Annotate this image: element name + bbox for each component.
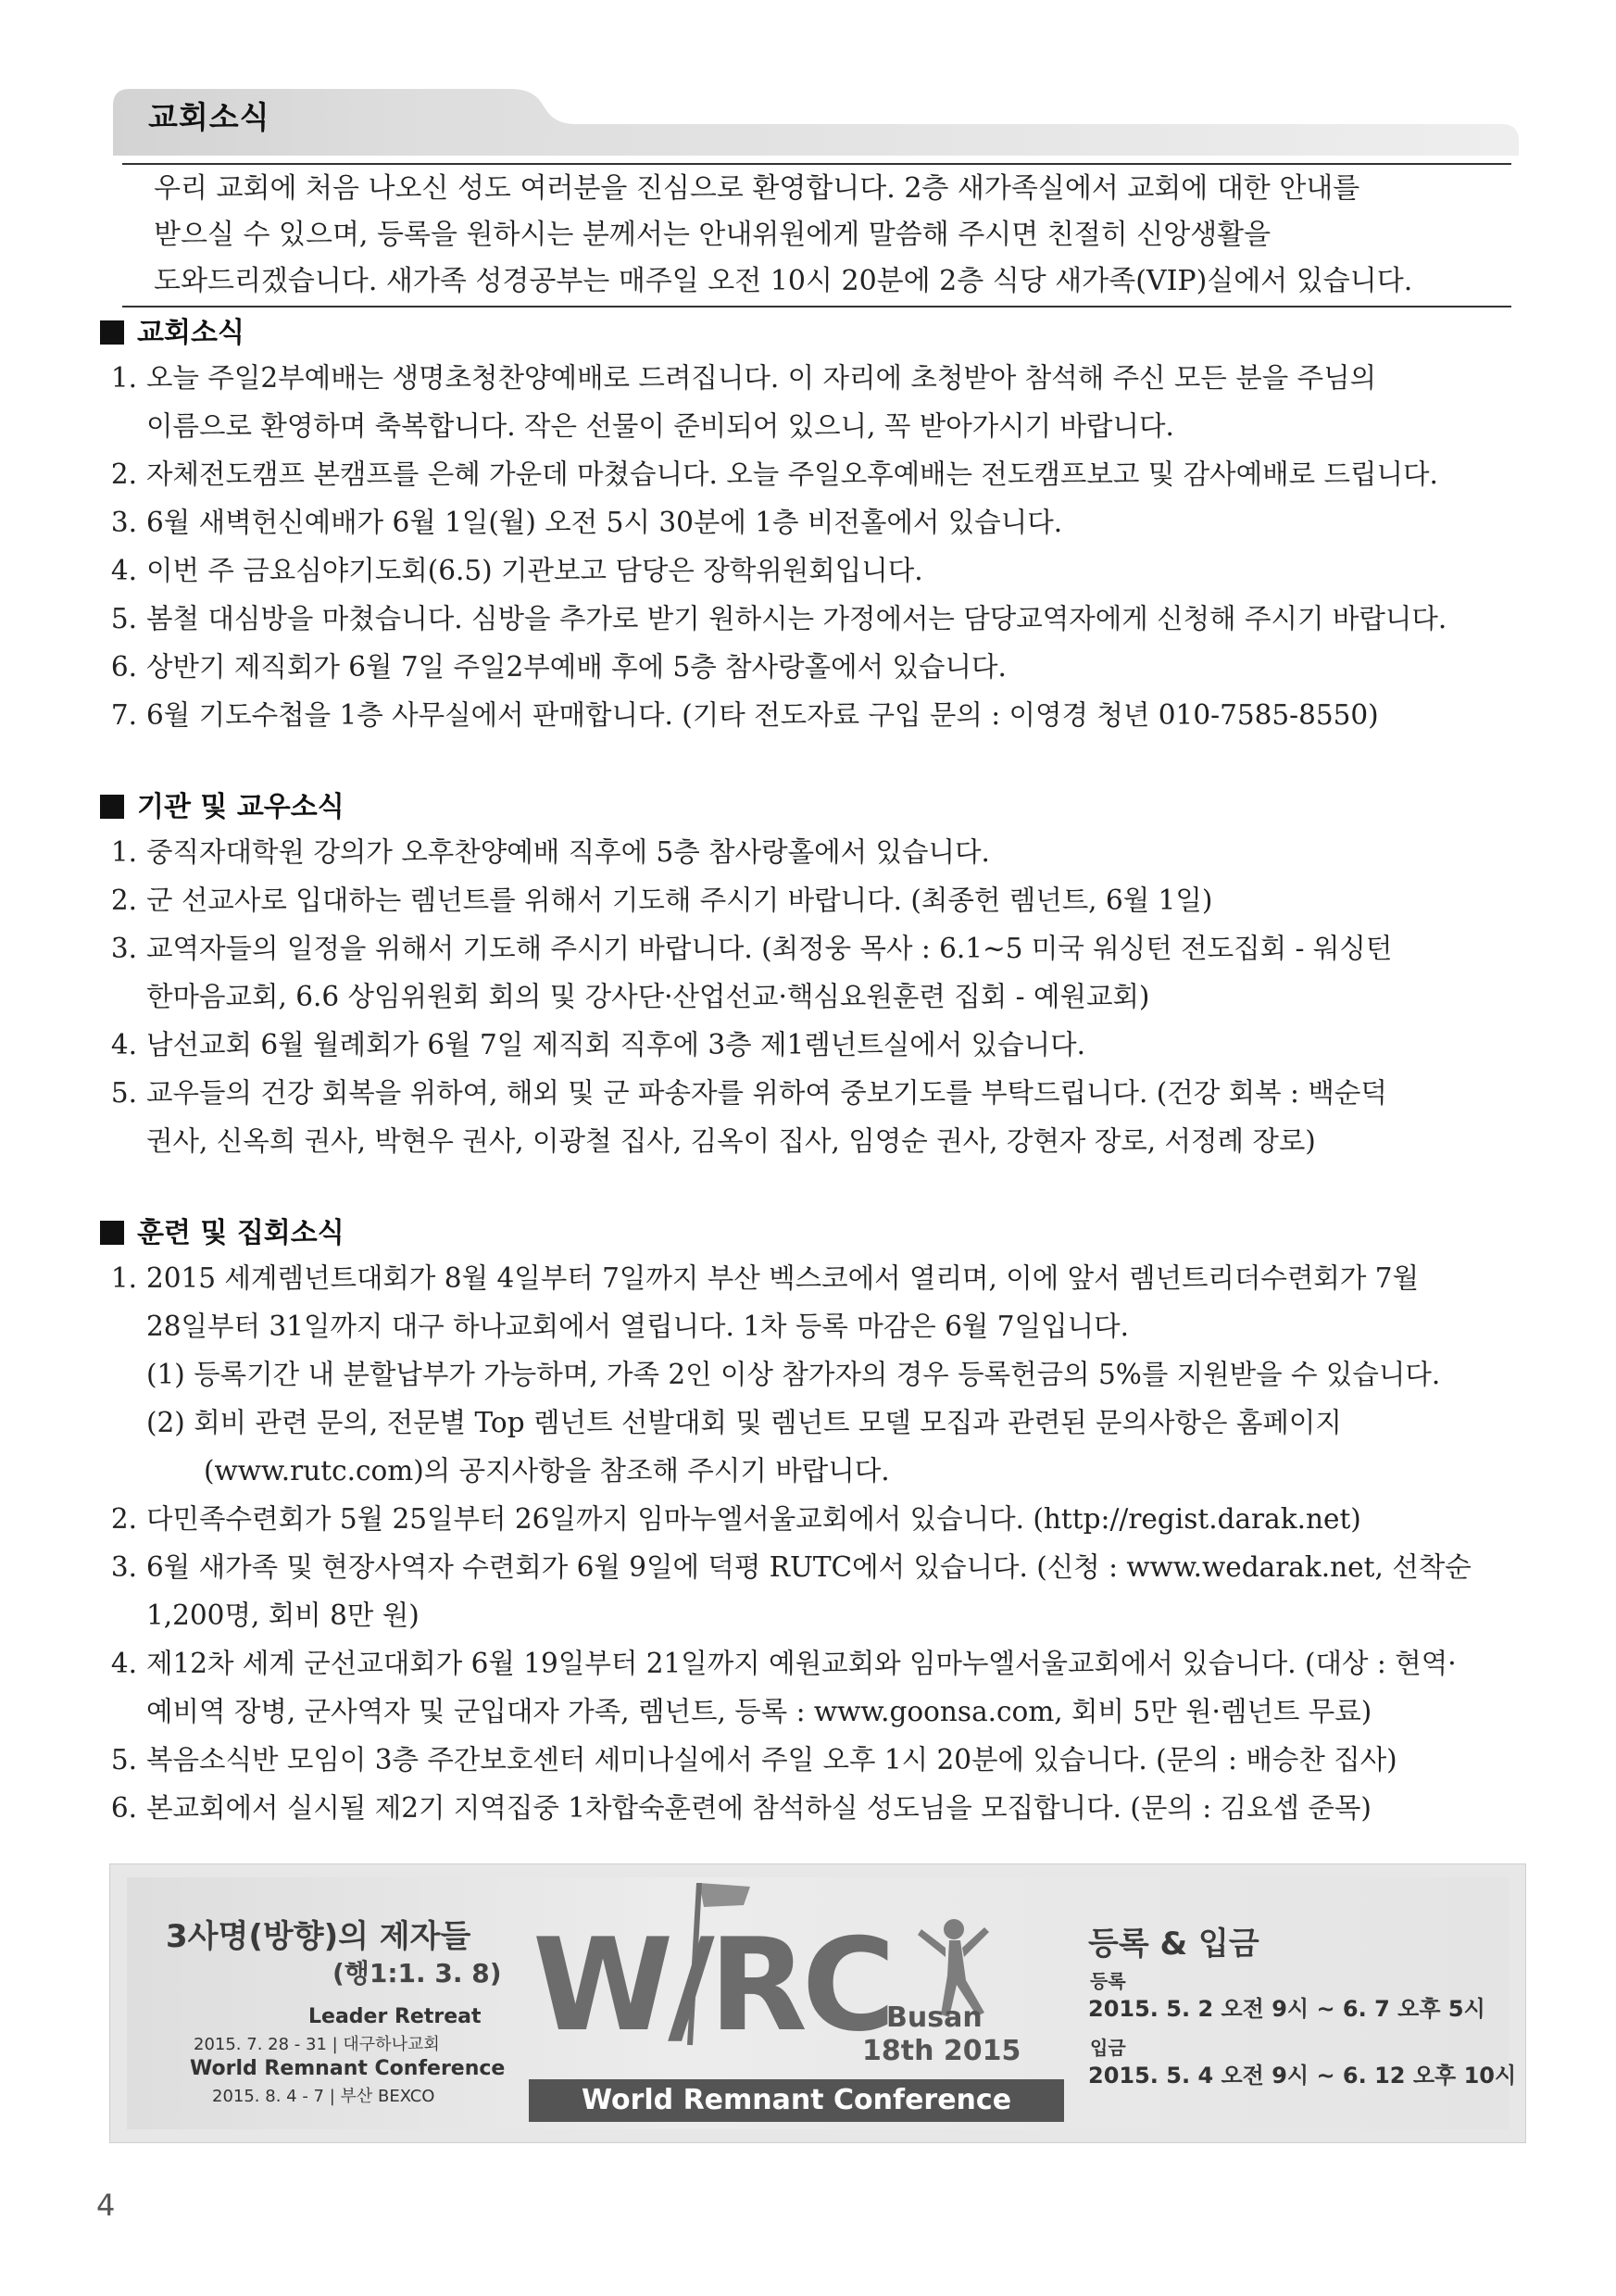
conference-banner [109,1863,1526,2143]
list-item: 4. 이번 주 금요심야기도회(6.5) 기관보고 담당은 장학위원회입니다. [110,555,923,586]
list-item-continuation: 권사, 신옥희 권사, 박현우 권사, 이광철 집사, 김옥이 집사, 임영순 권사, 강현자 장로, 서정례 장로) [146,1125,1316,1157]
event1-detail: 2015. 7. 28 - 31 | 대구하나교회 [194,2035,440,2054]
square-bullet-icon [100,320,124,345]
list-item: 2. 자체전도캠프 본캠프를 은혜 가운데 마쳤습니다. 오늘 주일오후예배는 전도캠프보고 및 감사예배로 드립니다. [110,458,1438,490]
list-item: 6. 상반기 제직회가 6월 7일 주일2부예배 후에 5층 참사랑홀에서 있습니다. [110,651,1007,683]
list-item: 5. 복음소식반 모임이 3층 주간보호센터 세미나실에서 주일 오후 1시 20분에 있습니다. (문의 : 배승찬 집사) [110,1744,1397,1775]
registration-title: 등록 & 입금 [1088,1926,1259,1963]
list-item-continuation: 1,200명, 회비 8만 원) [146,1600,420,1631]
list-item: 3. 6월 새가족 및 현장사역자 수련회가 6월 9일에 덕평 RUTC에서 있습니다. (신청 : www.wedarak.net, 선착순 [110,1551,1472,1583]
banner-verse: (행1:1. 3. 8) [332,1958,502,1989]
list-item-continuation: 예비역 장병, 군사역자 및 군입대자 가족, 렘넌트, 등록 : www.goonsa.com, 회비 5만 원·렘넌트 무료) [146,1696,1372,1727]
list-item-continuation: 28일부터 31일까지 대구 하나교회에서 열립니다. 1차 등록 마감은 6월 7일입니다. [146,1311,1129,1342]
section-church-news [100,313,1545,739]
logo-edition: 18th 2015 [862,2035,1021,2067]
logo-caption: World Remnant Conference [529,2079,1064,2122]
registration-period: 2015. 5. 2 오전 9시 ~ 6. 7 오후 5시 [1088,1996,1485,2022]
registration-label: 등록 [1090,1970,1126,1992]
section-heading: 기관 및 교우소식 [100,787,1545,828]
section-training-news [100,1213,1545,1832]
list-item: 4. 남선교회 6월 월례회가 6월 7일 제직회 직후에 3층 제1렘넌트실에서 있습니다. [110,1029,1086,1060]
list-item-continuation: 한마음교회, 6.6 상임위원회 회의 및 강사단·산업선교·핵심요원훈련 집회 - 예원교회) [146,981,1150,1012]
list-item: 3. 교역자들의 일정을 위해서 기도해 주시기 바랍니다. (최정웅 목사 : 6.1~5 미국 워싱턴 전도집회 - 워싱턴 [110,933,1393,964]
list-item: 2. 군 선교사로 입대하는 렘넌트를 위해서 기도해 주시기 바랍니다. (최종헌 렘넌트, 6월 1일) [110,885,1213,916]
section-header-bar [113,89,1519,156]
section-member-news [100,787,1545,1165]
list-item: 1. 중직자대학원 강의가 오후찬양예배 직후에 5층 참사랑홀에서 있습니다. [110,836,990,868]
list-item-continuation: 이름으로 환영하며 축복합니다. 작은 선물이 준비되어 있으니, 꼭 받아가시기 바랍니다. [146,410,1174,442]
section-heading: 교회소식 [100,313,1545,354]
section-heading: 훈련 및 집회소식 [100,1213,1545,1254]
welcome-line: 도와드리겠습니다. 새가족 성경공부는 매주일 오전 10시 20분에 2층 식당 새가족(VIP)실에서 있습니다. [154,265,1413,297]
list-item: 7. 6월 기도수첩을 1층 사무실에서 판매합니다. (기타 전도자료 구입 문의 : 이영경 청년 010-7585-8550) [110,699,1379,731]
logo-wordmark: W/RC [532,1911,891,2060]
page-number: 4 [96,2188,116,2223]
welcome-line: 받으실 수 있으며, 등록을 원하시는 분께서는 안내위원에게 말씀해 주시면 친절히 신앙생활을 [154,219,1272,251]
list-item: 6. 본교회에서 실시될 제2기 지역집중 1차합숙훈련에 참석하실 성도님을 모집합니다. (문의 : 김요셉 준목) [110,1792,1372,1824]
list-item: 5. 교우들의 건강 회복을 위하여, 해외 및 군 파송자를 위하여 중보기도를 부탁드립니다. (건강 회복 : 백순덕 [110,1077,1387,1109]
welcome-line: 우리 교회에 처음 나오신 성도 여러분을 진심으로 환영합니다. 2층 새가족실에서 교회에 대한 안내를 [154,172,1360,205]
event2-name: World Remnant Conference [190,2057,506,2080]
list-item: 1. 2015 세계렘넌트대회가 8월 4일부터 7일까지 부산 벡스코에서 열리며, 이에 앞서 렘넌트리더수련회가 7월 [110,1262,1420,1294]
event2-detail: 2015. 8. 4 - 7 | 부산 BEXCO [212,2087,435,2106]
square-bullet-icon [100,1221,124,1245]
list-item: 3. 6월 새벽헌신예배가 6월 1일(월) 오전 5시 30분에 1층 비전홀에서 있습니다. [110,507,1063,538]
list-item: 4. 제12차 세계 군선교대회가 6월 19일부터 21일까지 예원교회와 임마누엘서울교회에서 있습니다. (대상 : 현역· [110,1648,1457,1679]
list-item: 5. 봄철 대심방을 마쳤습니다. 심방을 추가로 받기 원하시는 가정에서는 담당교역자에게 신청해 주시기 바랍니다. [110,603,1447,634]
square-bullet-icon [100,795,124,819]
sub-item: (2) 회비 관련 문의, 전문별 Top 렘넌트 선발대회 및 렘넌트 모델 모집과 관련된 문의사항은 홈페이지 [146,1407,1342,1438]
page-title: 교회소식 [148,99,270,135]
list-item: 1. 오늘 주일2부예배는 생명초청찬양예배로 드려집니다. 이 자리에 초청받아 참석해 주신 모든 분을 주님의 [110,362,1377,394]
payment-period: 2015. 5. 4 오전 9시 ~ 6. 12 오후 10시 [1088,2063,1517,2089]
sub-item: (1) 등록기간 내 분할납부가 가능하며, 가족 2인 이상 참가자의 경우 등록헌금의 5%를 지원받을 수 있습니다. [146,1359,1441,1390]
banner-headline: 3사명(방향)의 제자들 [166,1918,471,1955]
sub-item-continuation: (www.rutc.com)의 공지사항을 참조해 주시기 바랍니다. [204,1455,890,1487]
payment-label: 입금 [1090,2037,1126,2059]
list-item: 2. 다민족수련회가 5월 25일부터 26일까지 임마누엘서울교회에서 있습니다. (http://regist.darak.net) [110,1503,1361,1535]
event1-name: Leader Retreat [308,2005,482,2028]
welcome-notice [122,163,1511,307]
logo-city: Busan [886,2001,983,2034]
